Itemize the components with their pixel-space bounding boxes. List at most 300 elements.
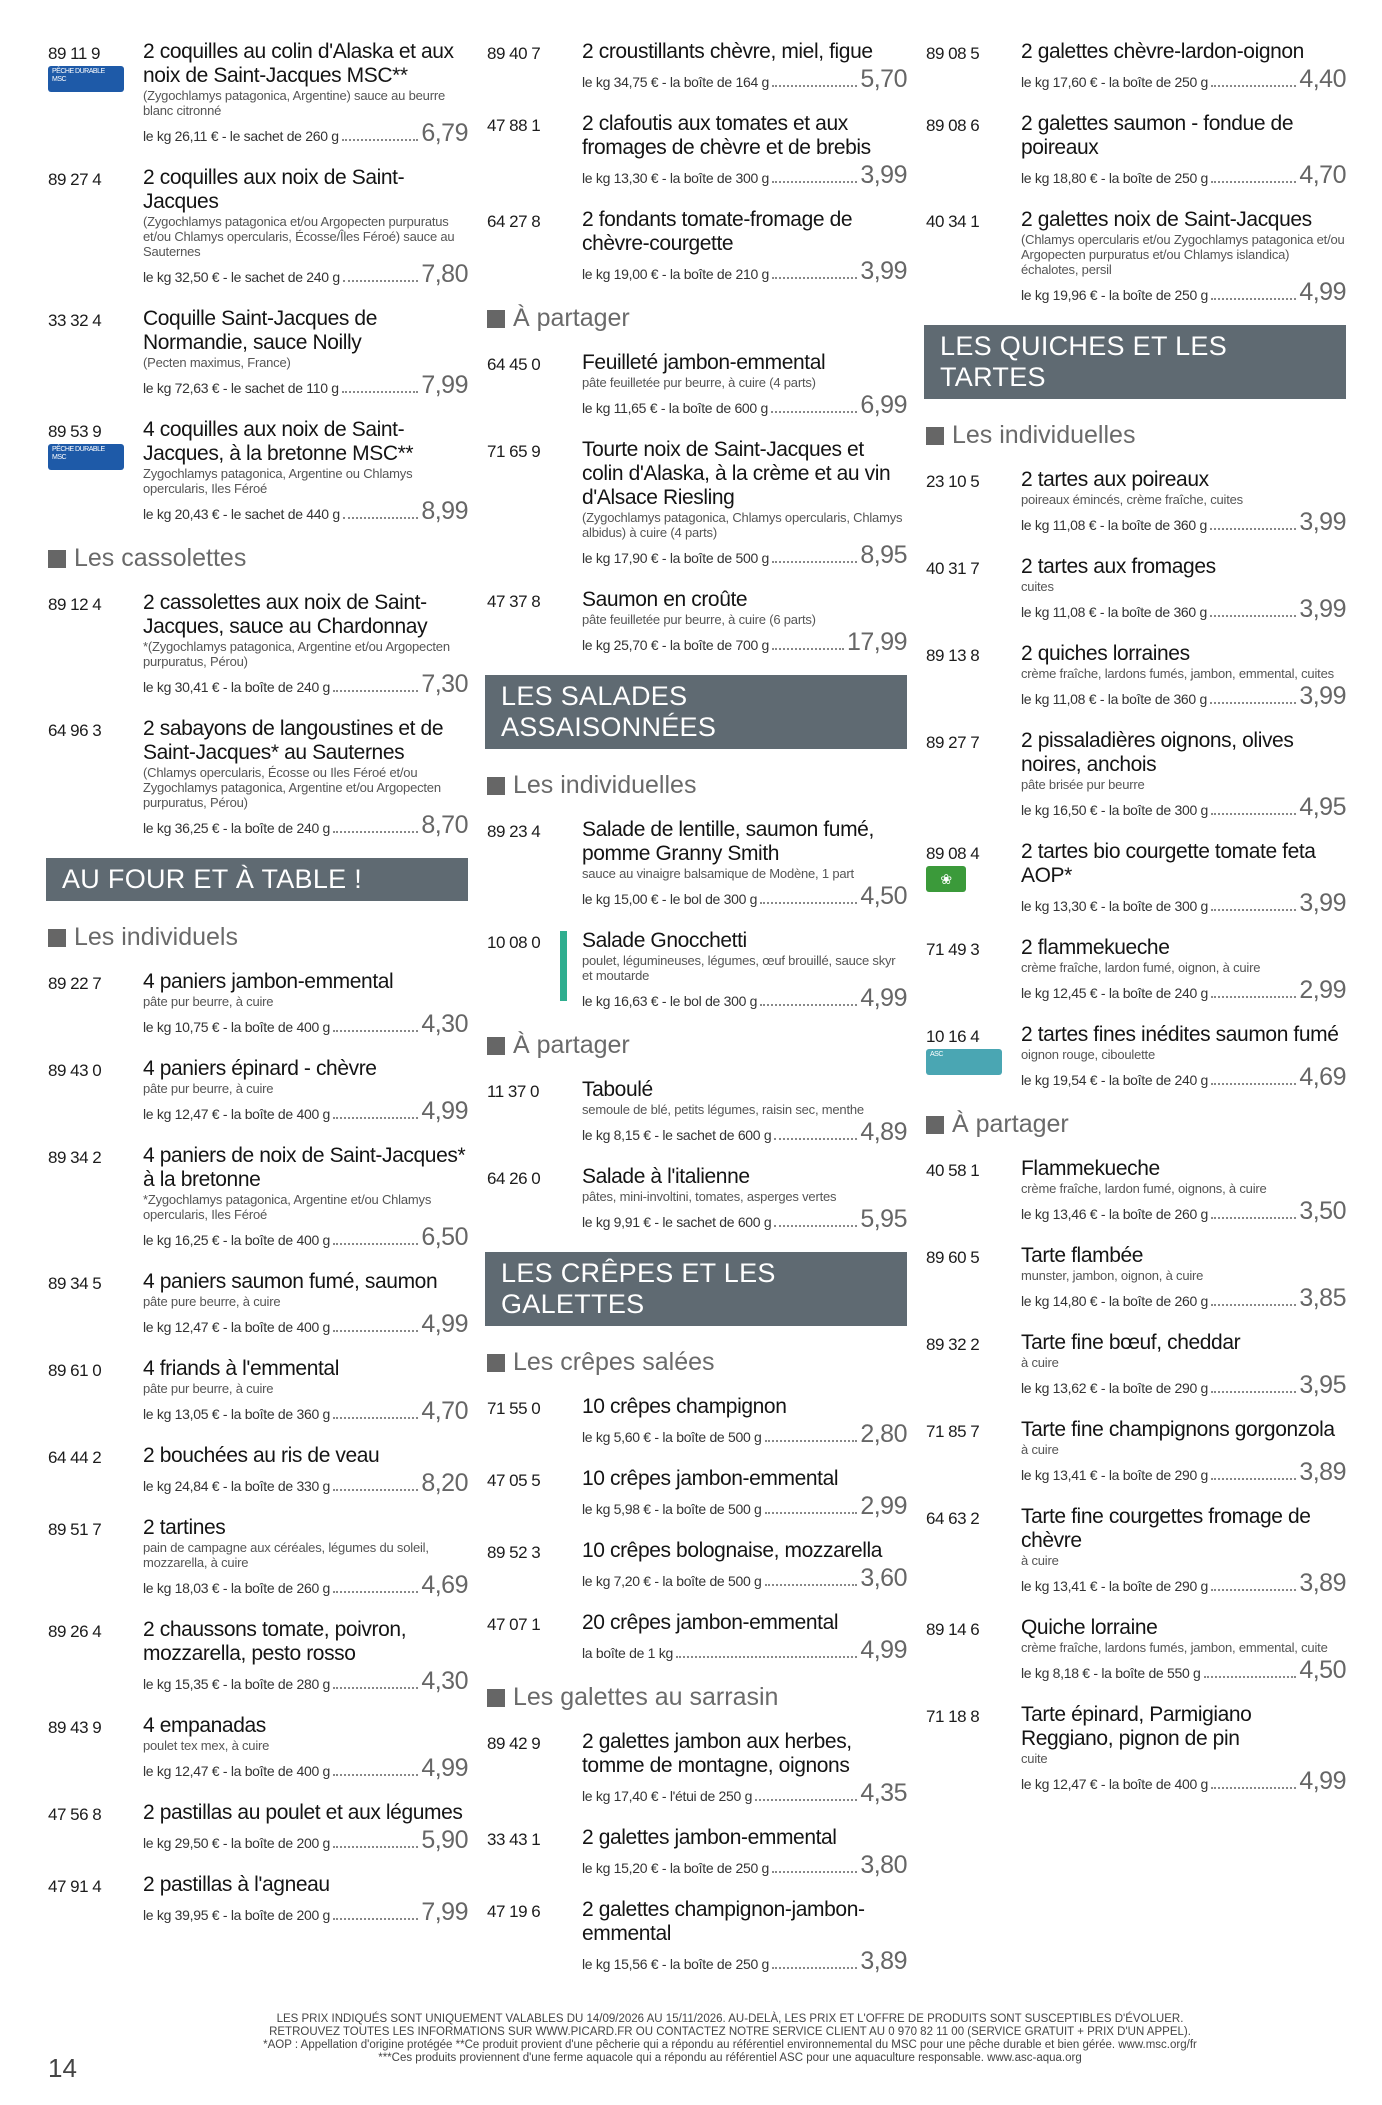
price-line xyxy=(582,1564,907,1593)
dot-leader xyxy=(342,391,419,393)
list-quiches-individuelles xyxy=(926,468,1346,1092)
product-name: Coquille Saint-Jacques de Normandie, sauce Noilly xyxy=(143,307,377,354)
product-code-text: 89 61 0 xyxy=(48,1361,102,1380)
product-item xyxy=(926,40,1346,94)
product-item xyxy=(926,936,1346,1005)
square-bullet-icon xyxy=(487,1354,505,1372)
product-code-text: 71 55 0 xyxy=(487,1399,541,1418)
product-name: 2 flammekueche xyxy=(1021,936,1170,959)
unit-price: le kg 19,54 € - la boîte de 240 g xyxy=(1021,1072,1209,1088)
product-code xyxy=(48,970,143,1039)
product-description: cuites xyxy=(1021,579,1054,594)
unit-price: le kg 11,08 € - la boîte de 360 g xyxy=(1021,517,1207,533)
price-value: 3,85 xyxy=(1299,1284,1346,1312)
product-code-text: 89 13 8 xyxy=(926,646,980,665)
product-name: 4 paniers de noix de Saint-Jacques* à la bretonne xyxy=(143,1144,466,1191)
section-band-salades: LES SALADES ASSAISONNÉES xyxy=(485,675,907,749)
price-line xyxy=(582,1118,907,1147)
product-name: Tourte noix de Saint-Jacques et colin d'Alaska, à la crème et au vin d'Alsace Riesling xyxy=(582,438,891,509)
product-code xyxy=(487,1826,582,1880)
subheading-individuels: Les individuels xyxy=(48,923,468,952)
dot-leader xyxy=(333,1846,418,1848)
dot-leader xyxy=(1211,996,1296,998)
unit-price: le kg 17,40 € - l'étui de 250 g xyxy=(582,1788,753,1804)
dot-leader xyxy=(1211,1217,1296,1219)
msc-logo-icon: PÊCHE DURABLE MSC xyxy=(48,66,124,92)
unit-price: le kg 8,15 € - le sachet de 600 g xyxy=(582,1127,772,1143)
product-description: *(Zygochlamys patagonica, Argentine et/ou Argopecten purpuratus, Pérou) xyxy=(143,639,450,669)
price-line xyxy=(1021,1284,1346,1313)
price-value: 4,89 xyxy=(860,1118,907,1146)
price-value: 3,89 xyxy=(1299,1458,1346,1486)
dot-leader xyxy=(772,561,857,563)
product-code-text: 89 52 3 xyxy=(487,1543,541,1562)
product-name: Flammekueche xyxy=(1021,1157,1160,1180)
product-item xyxy=(487,351,907,420)
product-details xyxy=(143,40,468,148)
price-line xyxy=(143,1010,468,1039)
price-value: 3,60 xyxy=(860,1564,907,1592)
unit-price: le kg 12,47 € - la boîte de 400 g xyxy=(143,1106,331,1122)
list-cassolettes xyxy=(48,591,468,840)
product-code-text: 71 49 3 xyxy=(926,940,980,959)
product-code-text: 10 16 4 xyxy=(926,1027,980,1046)
product-item xyxy=(487,1898,907,1976)
product-description: (Zygochlamys patagonica, Chlamys opercularis, Chlamys albidus) à cuire (4 parts) xyxy=(582,510,903,540)
product-code xyxy=(926,1331,1021,1400)
price-line xyxy=(1021,976,1346,1005)
list-four-partager xyxy=(487,351,907,657)
product-code-text: 40 34 1 xyxy=(926,212,980,231)
new-product-marker xyxy=(560,931,567,1001)
product-details xyxy=(1021,729,1346,822)
product-name: 2 tartines xyxy=(143,1516,226,1539)
product-item xyxy=(487,438,907,570)
unit-price: le kg 39,95 € - la boîte de 200 g xyxy=(143,1907,331,1923)
product-details xyxy=(582,1730,907,1808)
product-code xyxy=(487,1395,582,1449)
product-code-text: 64 26 0 xyxy=(487,1169,541,1188)
price-line xyxy=(582,984,907,1013)
product-name: 4 friands à l'emmental xyxy=(143,1357,339,1380)
product-code xyxy=(48,1444,143,1498)
unit-price: le kg 7,20 € - la boîte de 500 g xyxy=(582,1573,762,1589)
price-line xyxy=(582,882,907,911)
price-line xyxy=(1021,595,1346,624)
dot-leader xyxy=(333,1243,418,1245)
product-code xyxy=(48,1270,143,1339)
unit-price: la boîte de 1 kg xyxy=(582,1645,673,1661)
msc-logo-icon: PÊCHE DURABLE MSC xyxy=(48,444,124,470)
product-code-text: 89 22 7 xyxy=(48,974,102,993)
unit-price: le kg 15,20 € - la boîte de 250 g xyxy=(582,1860,770,1876)
price-value: 6,79 xyxy=(421,119,468,147)
unit-price: le kg 19,96 € - la boîte de 250 g xyxy=(1021,287,1209,303)
unit-price: le kg 13,30 € - la boîte de 300 g xyxy=(582,170,770,186)
price-line xyxy=(1021,1458,1346,1487)
product-item xyxy=(926,555,1346,624)
price-value: 3,50 xyxy=(1299,1197,1346,1225)
product-details xyxy=(143,970,468,1039)
product-code xyxy=(926,1703,1021,1796)
price-value: 5,70 xyxy=(860,65,907,93)
price-line xyxy=(143,1223,468,1252)
product-item xyxy=(487,1826,907,1880)
product-description: à cuire xyxy=(1021,1355,1059,1370)
product-item xyxy=(926,1418,1346,1487)
unit-price: le kg 26,11 € - le sachet de 260 g xyxy=(143,128,339,144)
product-name: 2 galettes saumon - fondue de poireaux xyxy=(1021,112,1294,159)
dot-leader xyxy=(772,1871,857,1873)
list-salades-individuelles xyxy=(487,818,907,1013)
product-description: sauce au vinaigre balsamique de Modène, 1 part xyxy=(582,866,854,881)
product-description: poireaux émincés, crème fraîche, cuites xyxy=(1021,492,1243,507)
product-details xyxy=(1021,1244,1346,1313)
dot-leader xyxy=(1211,1478,1296,1480)
product-item xyxy=(48,717,468,840)
product-details xyxy=(1021,1023,1346,1092)
product-description: pâte pur beurre, à cuire xyxy=(143,994,274,1009)
list-quiches-partager xyxy=(926,1157,1346,1796)
dot-leader xyxy=(772,277,857,279)
dot-leader xyxy=(333,1330,418,1332)
unit-price: le kg 17,60 € - la boîte de 250 g xyxy=(1021,74,1209,90)
square-bullet-icon xyxy=(487,1037,505,1055)
dot-leader xyxy=(1211,1391,1296,1393)
product-code-text: 89 26 4 xyxy=(48,1622,102,1641)
product-code-text: 89 14 6 xyxy=(926,1620,980,1639)
unit-price: le kg 5,98 € - la boîte de 500 g xyxy=(582,1501,762,1517)
product-code-text: 89 08 4 xyxy=(926,844,980,863)
subheading-salades-individuelles: Les individuelles xyxy=(487,771,907,800)
price-value: 4,50 xyxy=(860,882,907,910)
footer-line-aop-msc: *AOP : Appellation d'origine protégée **Ce produit provient d'une pêcherie qui a répondu au référentiel environnemental du MSC pour une pêche durable et bien gérée. www.msc.org/fr xyxy=(263,2039,1197,2051)
product-details xyxy=(582,818,907,911)
product-code xyxy=(48,166,143,289)
price-value: 3,80 xyxy=(860,1851,907,1879)
price-line xyxy=(1021,1767,1346,1796)
product-name: Saumon en croûte xyxy=(582,588,748,611)
product-description: pain de campagne aux céréales, légumes du soleil, mozzarella, à cuire xyxy=(143,1540,429,1570)
product-details xyxy=(1021,840,1346,918)
product-code-text: 89 60 5 xyxy=(926,1248,980,1267)
product-details xyxy=(143,1618,468,1696)
product-details xyxy=(582,1611,907,1665)
list-individuels xyxy=(48,970,468,1927)
product-details xyxy=(582,1395,907,1449)
product-description: pâte pur beurre, à cuire xyxy=(143,1381,274,1396)
product-details xyxy=(582,112,907,190)
product-name: 4 paniers épinard - chèvre xyxy=(143,1057,377,1080)
product-description: Zygochlamys patagonica, Argentine ou Chlamys opercularis, Iles Féroé xyxy=(143,466,413,496)
product-code xyxy=(48,591,143,699)
product-code xyxy=(487,1078,582,1147)
product-code-text: 64 96 3 xyxy=(48,721,102,740)
price-line xyxy=(1021,161,1346,190)
product-item xyxy=(926,1703,1346,1796)
price-line xyxy=(1021,1569,1346,1598)
price-value: 3,99 xyxy=(1299,889,1346,917)
dot-leader xyxy=(755,1799,857,1801)
price-line xyxy=(582,257,907,286)
product-details xyxy=(143,1270,468,1339)
list-crepes xyxy=(487,1395,907,1665)
unit-price: le kg 10,75 € - la boîte de 400 g xyxy=(143,1019,331,1035)
product-name: Tarte épinard, Parmigiano Reggiano, pignon de pin xyxy=(1021,1703,1252,1750)
price-line xyxy=(143,1310,468,1339)
product-description: (Chlamys opercularis, Écosse ou Iles Féroé et/ou Zygochlamys patagonica, Argentine et/ou Argopecten purpuratus, Pérou) xyxy=(143,765,441,810)
product-code-text: 89 23 4 xyxy=(487,822,541,841)
dot-leader xyxy=(333,1489,418,1491)
product-details xyxy=(582,1539,907,1593)
product-description: *Zygochlamys patagonica, Argentine et/ou Chlamys opercularis, Iles Féroé xyxy=(143,1192,432,1222)
product-item xyxy=(48,40,468,148)
product-item xyxy=(926,1505,1346,1598)
price-value: 4,99 xyxy=(860,1636,907,1664)
price-line xyxy=(1021,1656,1346,1685)
page-number: 14 xyxy=(48,2053,77,2083)
subheading-a-partager: À partager xyxy=(487,304,907,333)
dot-leader xyxy=(333,1030,418,1032)
product-code-text: 47 19 6 xyxy=(487,1902,541,1921)
product-description: poulet, légumineuses, légumes, œuf brouillé, sauce skyr et moutarde xyxy=(582,953,896,983)
product-code-text: 89 42 9 xyxy=(487,1734,541,1753)
list-four-suite xyxy=(487,40,907,286)
product-name: 2 chaussons tomate, poivron, mozzarella, pesto rosso xyxy=(143,1618,407,1665)
unit-price: le kg 13,62 € - la boîte de 290 g xyxy=(1021,1380,1209,1396)
product-code xyxy=(487,1898,582,1976)
section-band-crepes: LES CRÊPES ET LES GALETTES xyxy=(485,1252,907,1326)
product-description: pâtes, mini-involtini, tomates, asperges vertes xyxy=(582,1189,837,1204)
product-details xyxy=(1021,1331,1346,1400)
product-item xyxy=(48,591,468,699)
product-description: poulet tex mex, à cuire xyxy=(143,1738,270,1753)
product-item xyxy=(48,1873,468,1927)
footer-line-prices: LES PRIX INDIQUÉS SONT UNIQUEMENT VALABLES DU 14/09/2026 AU 15/11/2026. AU-DELÀ, LES PRIX ET L'OFFRE DE PRODUITS SONT SUSCEPTIBLES D'ÉVOLUER. xyxy=(276,2013,1184,2025)
price-line xyxy=(1021,889,1346,918)
product-name: Salade de lentille, saumon fumé, pomme Granny Smith xyxy=(582,818,874,865)
product-details xyxy=(143,1801,468,1855)
product-item xyxy=(48,1516,468,1600)
product-details xyxy=(143,1057,468,1126)
product-item xyxy=(487,1165,907,1234)
product-description: crème fraîche, lardon fumé, oignons, à cuire xyxy=(1021,1181,1267,1196)
price-line xyxy=(1021,65,1346,94)
product-code-text: 89 43 9 xyxy=(48,1718,102,1737)
product-item xyxy=(48,1618,468,1696)
unit-price: le kg 25,70 € - la boîte de 700 g xyxy=(582,637,770,653)
price-value: 8,70 xyxy=(421,811,468,839)
product-code xyxy=(926,112,1021,190)
unit-price: le kg 32,50 € - le sachet de 240 g xyxy=(143,269,340,285)
dot-leader xyxy=(333,831,418,833)
product-details xyxy=(143,166,468,289)
list-salades-partager xyxy=(487,1078,907,1234)
unit-price: le kg 12,47 € - la boîte de 400 g xyxy=(143,1763,331,1779)
price-value: 4,99 xyxy=(421,1310,468,1338)
product-name: 2 galettes champignon-jambon-emmental xyxy=(582,1898,865,1945)
price-line xyxy=(582,1851,907,1880)
product-details xyxy=(582,40,907,94)
product-code xyxy=(48,1618,143,1696)
product-item xyxy=(48,1057,468,1126)
square-bullet-icon xyxy=(926,427,944,445)
product-description: crème fraîche, lardons fumés, jambon, emmental, cuite xyxy=(1021,1640,1328,1655)
product-code xyxy=(926,1023,1021,1092)
price-value: 4,99 xyxy=(1299,1767,1346,1795)
product-details xyxy=(1021,40,1346,94)
dot-leader xyxy=(333,1117,418,1119)
price-value: 2,99 xyxy=(1299,976,1346,1004)
unit-price: le kg 8,18 € - la boîte de 550 g xyxy=(1021,1665,1201,1681)
product-item xyxy=(487,929,907,1013)
unit-price: le kg 5,60 € - la boîte de 500 g xyxy=(582,1429,762,1445)
product-details xyxy=(1021,555,1346,624)
dot-leader xyxy=(333,1591,418,1593)
product-code-text: 64 27 8 xyxy=(487,212,541,231)
subheading-cassolettes: Les cassolettes xyxy=(48,544,468,573)
product-item xyxy=(48,418,468,526)
unit-price: le kg 16,50 € - la boîte de 300 g xyxy=(1021,802,1209,818)
dot-leader xyxy=(1211,1787,1296,1789)
unit-price: le kg 9,91 € - le sachet de 600 g xyxy=(582,1214,772,1230)
product-name: Taboulé xyxy=(582,1078,653,1101)
product-item xyxy=(48,1357,468,1426)
product-code xyxy=(926,1616,1021,1685)
product-code-text: 33 32 4 xyxy=(48,311,102,330)
dot-leader xyxy=(772,85,857,87)
price-value: 3,89 xyxy=(1299,1569,1346,1597)
product-name: 10 crêpes bolognaise, mozzarella xyxy=(582,1539,883,1562)
price-value: 4,30 xyxy=(421,1667,468,1695)
product-code-text: 47 88 1 xyxy=(487,116,541,135)
product-description: oignon rouge, ciboulette xyxy=(1021,1047,1155,1062)
product-code xyxy=(48,1357,143,1426)
unit-price: le kg 17,90 € - la boîte de 500 g xyxy=(582,550,770,566)
product-code xyxy=(487,1611,582,1665)
square-bullet-icon xyxy=(48,550,66,568)
unit-price: le kg 12,47 € - la boîte de 400 g xyxy=(143,1319,331,1335)
product-item xyxy=(487,1611,907,1665)
product-details xyxy=(1021,1157,1346,1226)
product-code xyxy=(48,1516,143,1600)
product-code-text: 71 85 7 xyxy=(926,1422,980,1441)
unit-price: le kg 11,65 € - la boîte de 600 g xyxy=(582,400,768,416)
product-name: 2 cassolettes aux noix de Saint-Jacques, sauce au Chardonnay xyxy=(143,591,428,638)
product-item xyxy=(926,840,1346,918)
product-name: 10 crêpes jambon-emmental xyxy=(582,1467,839,1490)
unit-price: le kg 12,47 € - la boîte de 400 g xyxy=(1021,1776,1209,1792)
product-details xyxy=(1021,1616,1346,1685)
price-line xyxy=(143,1469,468,1498)
price-line xyxy=(582,1205,907,1234)
product-description: crème fraîche, lardons fumés, jambon, emmental, cuites xyxy=(1021,666,1334,681)
price-line xyxy=(582,1779,907,1808)
unit-price: le kg 15,00 € - le bol de 300 g xyxy=(582,891,758,907)
unit-price: le kg 15,35 € - la boîte de 280 g xyxy=(143,1676,331,1692)
product-name: Tarte flambée xyxy=(1021,1244,1144,1267)
product-details xyxy=(143,1444,468,1498)
product-details xyxy=(582,351,907,420)
product-item xyxy=(926,468,1346,537)
product-details xyxy=(143,1873,468,1927)
product-code xyxy=(926,840,1021,918)
column-2 xyxy=(487,40,907,1994)
product-name: Tarte fine courgettes fromage de chèvre xyxy=(1021,1505,1311,1552)
price-line xyxy=(143,1397,468,1426)
square-bullet-icon xyxy=(487,777,505,795)
product-code-text: 64 44 2 xyxy=(48,1448,102,1467)
subheading-quiches-partager: À partager xyxy=(926,1110,1346,1139)
product-code-text: 89 53 9 xyxy=(48,422,102,441)
product-name: Feuilleté jambon-emmental xyxy=(582,351,826,374)
unit-price: le kg 18,03 € - la boîte de 260 g xyxy=(143,1580,331,1596)
product-details xyxy=(582,1165,907,1234)
product-name: Tarte fine bœuf, cheddar xyxy=(1021,1331,1241,1354)
product-code-text: 64 45 0 xyxy=(487,355,541,374)
product-details xyxy=(1021,1418,1346,1487)
product-details xyxy=(143,1357,468,1426)
product-description: pâte feuilletée pur beurre, à cuire (4 parts) xyxy=(582,375,816,390)
product-details xyxy=(143,717,468,840)
product-code xyxy=(48,40,143,148)
product-description: pâte feuilletée pur beurre, à cuire (6 parts) xyxy=(582,612,816,627)
dot-leader xyxy=(760,1004,857,1006)
product-item xyxy=(487,1730,907,1808)
dot-leader xyxy=(1211,1304,1296,1306)
product-code xyxy=(487,588,582,657)
product-code-text: 89 34 2 xyxy=(48,1148,102,1167)
product-code xyxy=(926,555,1021,624)
product-name: 4 paniers saumon fumé, saumon xyxy=(143,1270,438,1293)
dot-leader xyxy=(765,1440,858,1442)
product-code xyxy=(487,929,582,1013)
product-item xyxy=(48,166,468,289)
price-line xyxy=(143,1826,468,1855)
square-bullet-icon xyxy=(487,310,505,328)
subheading-salades-partager: À partager xyxy=(487,1031,907,1060)
product-code xyxy=(487,1467,582,1521)
product-name: 2 galettes chèvre-lardon-oignon xyxy=(1021,40,1304,63)
product-item xyxy=(48,1801,468,1855)
product-name: 4 coquilles aux noix de Saint-Jacques, à la bretonne MSC** xyxy=(143,418,414,465)
price-line xyxy=(143,1898,468,1927)
unit-price: le kg 20,43 € - le sachet de 440 g xyxy=(143,506,340,522)
product-name: 2 pastillas à l'agneau xyxy=(143,1873,330,1896)
dot-leader xyxy=(765,1584,858,1586)
product-code-text: 89 43 0 xyxy=(48,1061,102,1080)
product-code-text: 71 18 8 xyxy=(926,1707,980,1726)
unit-price: le kg 30,41 € - la boîte de 240 g xyxy=(143,679,331,695)
section-band-four: AU FOUR ET À TABLE ! xyxy=(46,858,468,901)
product-item xyxy=(926,729,1346,822)
product-name: 2 tartes fines inédites saumon fumé xyxy=(1021,1023,1339,1046)
price-value: 3,99 xyxy=(1299,682,1346,710)
dot-leader xyxy=(774,1138,857,1140)
product-code-text: 71 65 9 xyxy=(487,442,541,461)
product-name: 2 croustillants chèvre, miel, figue xyxy=(582,40,873,63)
product-details xyxy=(1021,468,1346,537)
dot-leader xyxy=(333,1417,418,1419)
price-line xyxy=(1021,682,1346,711)
product-code xyxy=(487,438,582,570)
product-code xyxy=(487,351,582,420)
unit-price: le kg 14,80 € - la boîte de 260 g xyxy=(1021,1293,1209,1309)
footer-line-contact: RETROUVEZ TOUTES LES INFORMATIONS SUR WWW.PICARD.FR OU CONTACTEZ NOTRE SERVICE CLIENT AU 0 970 82 11 00 (SERVICE GRATUIT + PRIX D'UN APPEL). xyxy=(269,2026,1191,2038)
product-code-text: 33 43 1 xyxy=(487,1830,541,1849)
dot-leader xyxy=(343,280,418,282)
dot-leader xyxy=(342,139,419,141)
